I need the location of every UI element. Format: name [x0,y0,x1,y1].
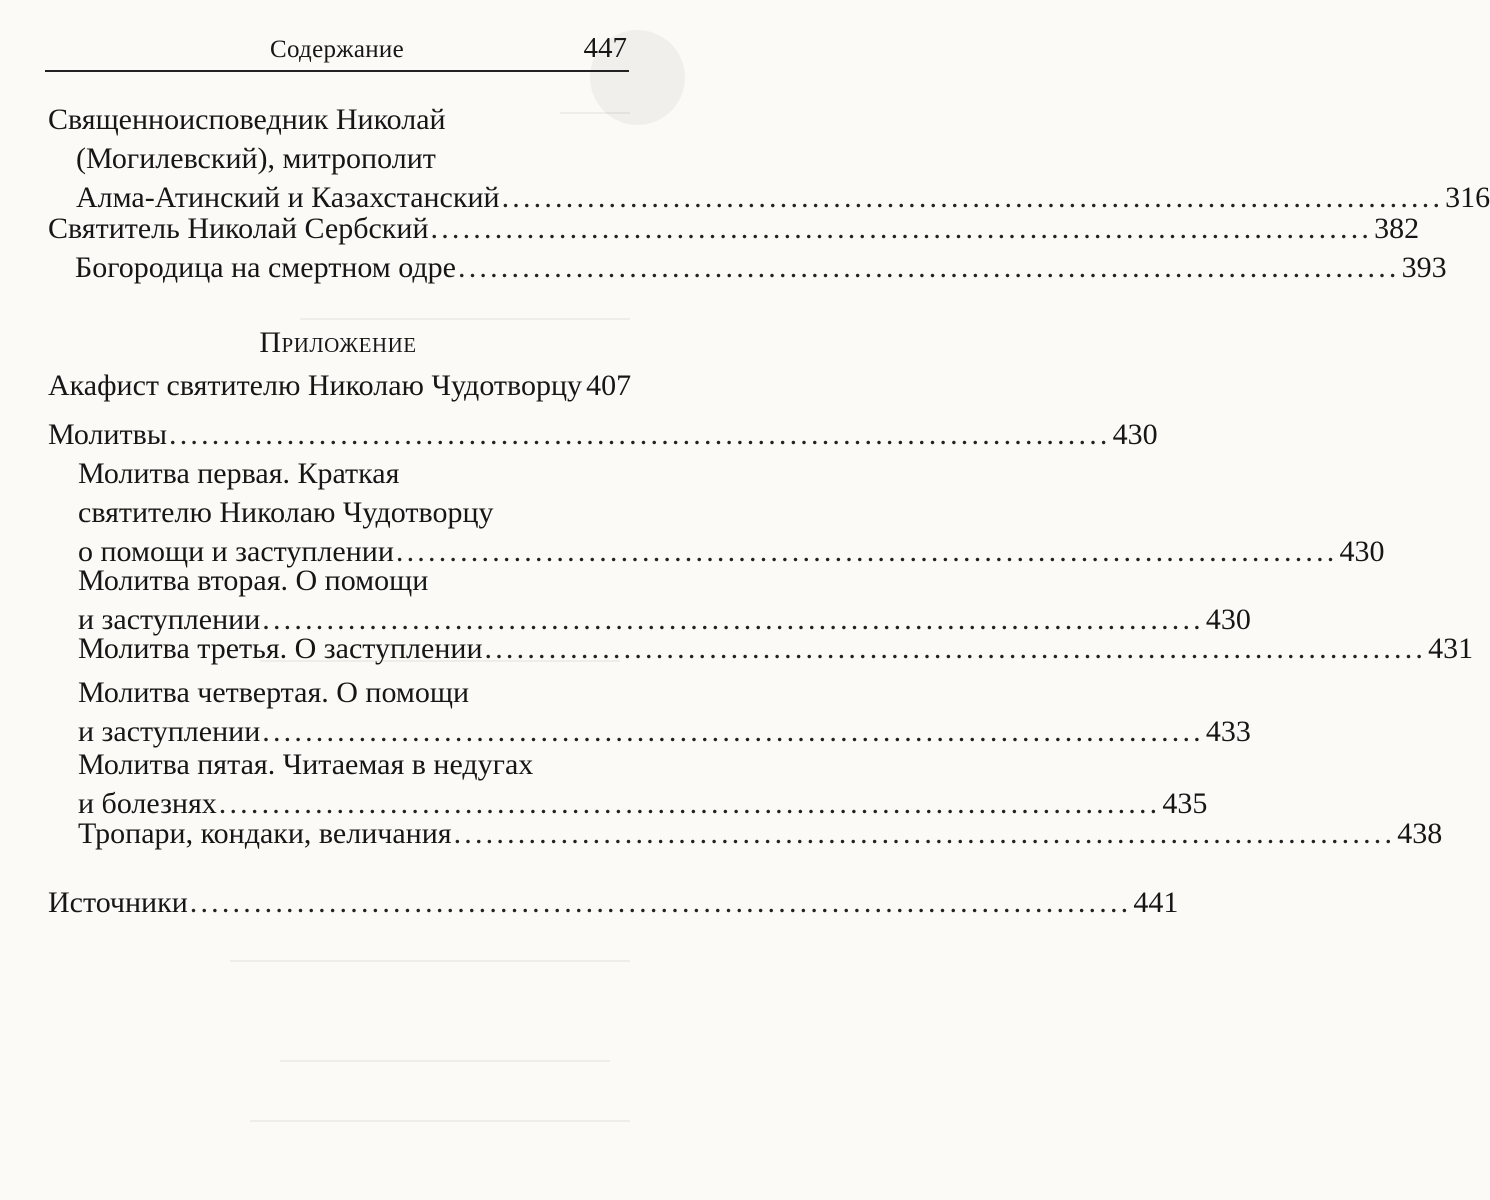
toc-page-number: 430 [1205,603,1251,636]
running-header [45,30,629,72]
toc-entry-text: Акафист святителю Николаю Чудотворцу [48,369,583,402]
dot-leader: ........................................................................................ [189,886,1132,919]
toc-entry-text: Молитва первая. Краткая [78,457,400,490]
toc-page-number: 430 [1112,418,1158,451]
toc-page-number: 407 [586,369,632,402]
dot-leader: ........................................................................................ [453,817,1396,850]
toc-entry-text: Богородица на смертном одре [75,251,456,284]
dot-leader: ........................................................................................ [501,181,1444,214]
dot-leader: ........................................................................................ [218,787,1161,820]
toc-entry-last-line [75,248,1447,287]
ghost-line [300,318,630,320]
toc-entry-text: Источники [48,886,188,919]
dot-leader: ........................................................................................ [458,251,1400,284]
dot-leader: ........................................................................................ [169,418,1111,451]
toc-page-number: 431 [1428,632,1474,665]
toc-page-number: 430 [1339,535,1385,568]
toc-entry[interactable] [78,454,1385,571]
toc-entry[interactable] [48,883,1179,922]
toc-entry-last-line [78,814,1443,853]
toc-entry-last-line [48,883,1179,922]
toc-entry-text: святителю Николаю Чудотворцу [78,496,494,529]
toc-entry-text: Молитва пятая. Читаемая в недугах [78,748,534,781]
dot-leader: ........................................................................................ [395,535,1338,568]
toc-entry[interactable] [78,561,1251,639]
toc-entry[interactable] [48,209,1420,248]
header-page-number: 447 [583,32,627,64]
toc-entry-last-line [78,629,1474,668]
toc-entry-text: о помощи и заступлении [78,535,394,568]
toc-entry-text: (Могилевский), митрополит [76,142,436,175]
toc-entry-text: Молитва третья. О заступлении [78,632,483,665]
dot-leader: ........................................................................................ [262,715,1204,748]
toc-entry-last-line [48,209,1420,248]
toc-entry[interactable] [78,673,1251,751]
dot-leader: ........................................................................................ [484,632,1427,665]
toc-entry[interactable] [78,814,1443,853]
ghost-line [230,960,630,962]
ghost-line [280,1060,610,1062]
toc-page-number: 435 [1162,787,1208,820]
dot-leader: ........................................................................................ [430,212,1373,245]
appendix-heading: Приложение [259,326,417,359]
toc-entry-text: и заступлении [78,715,261,748]
toc-entry-text: Молитвы [48,418,167,451]
toc-page-number: 441 [1133,886,1179,919]
toc-entry[interactable] [48,366,632,405]
dot-leader: ........................................................................................ [262,603,1204,636]
toc-entry-text: и болезнях [78,787,217,820]
toc-page-number: 316 [1445,181,1490,214]
toc-page-number: 382 [1374,212,1420,245]
toc-entry-text: Алма-Атинский и Казахстанский [76,181,500,214]
toc-entry-text: и заступлении [78,603,261,636]
toc-page-number: 433 [1205,715,1251,748]
toc-entry[interactable] [48,100,1490,217]
toc-entry[interactable] [78,745,1208,823]
toc-entry-last-line [48,366,632,405]
toc-page-number: 438 [1397,817,1443,850]
header-title: Содержание [270,36,404,63]
toc-page-number: 393 [1401,251,1447,284]
toc-entry-last-line [48,415,1158,454]
toc-entry-text: Святитель Николай Сербский [48,212,429,245]
toc-entry-text: Молитва вторая. О помощи [78,564,429,597]
ghost-line [250,1120,630,1122]
toc-entry[interactable] [48,415,1158,454]
toc-entry[interactable] [78,629,1474,668]
toc-entry[interactable] [75,248,1447,287]
toc-entry-text: Молитва четвертая. О помощи [78,676,470,709]
toc-entry-text: Тропари, кондаки, величания [78,817,452,850]
toc-entry-text: Священноисповедник Николай [48,103,446,136]
